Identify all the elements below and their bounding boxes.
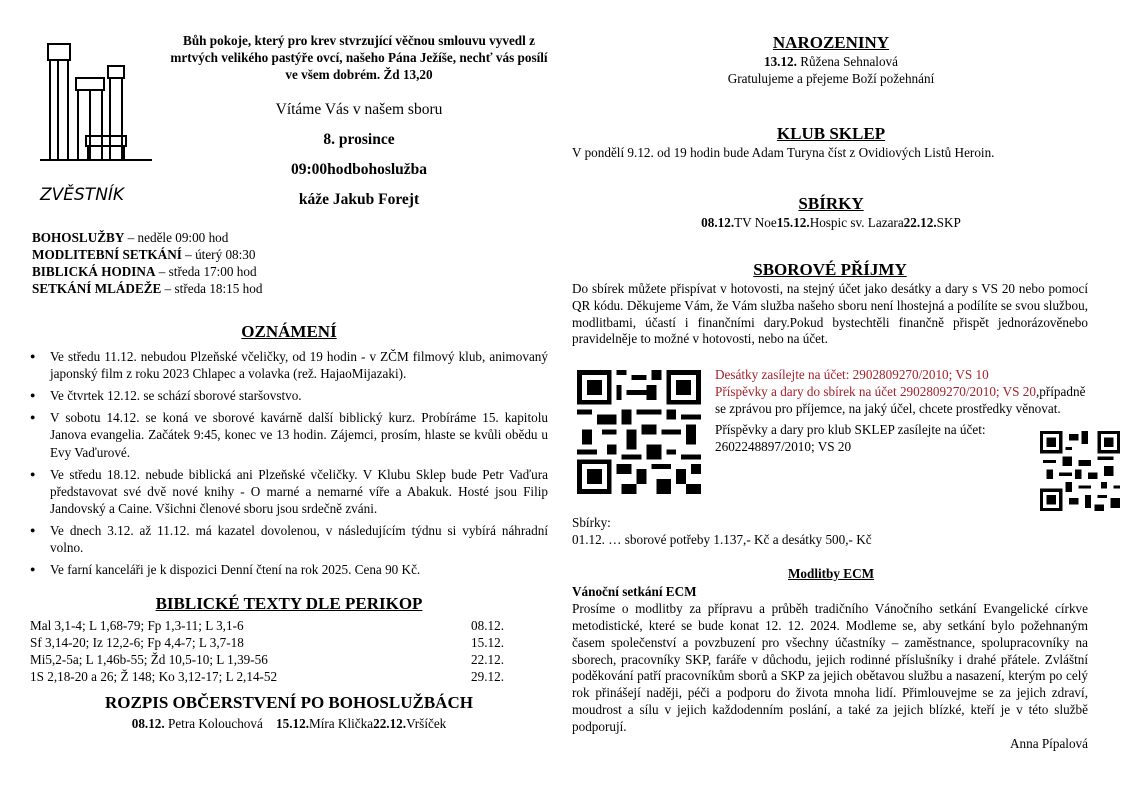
collections-line: 08.12.TV Noe15.12.Hospic sv. Lazara22.12.SKP	[701, 214, 961, 230]
schedule-list	[32, 229, 532, 297]
qr-code-icon	[577, 370, 701, 494]
bank-details	[715, 367, 1087, 455]
refreshment-line: 08.12. Petra Kolouchová 15.12.Míra Klička22.12.Vršíček	[131, 715, 447, 731]
collections-section	[572, 193, 1090, 232]
chimney-logo-icon	[36, 40, 156, 210]
bible-verse: Bůh pokoje, který pro krev stvrzující věčnou smlouvu vyvedl z mrtvých velikého pastýře ovcí, našeho Pána Ježíše, nechť vás posílí ve všem dobrém. Žd 13,20	[170, 33, 548, 83]
prayers-author: Anna Pípalová	[1009, 736, 1088, 752]
schedule-row: MODLITEBNÍ SETKÁNÍ – úterý 08:30	[32, 247, 256, 262]
schedule-row: BIBLICKÁ HODINA – středa 17:00 hod	[32, 264, 257, 279]
service-time: 09:00hodbohoslužba	[290, 161, 428, 178]
announcement-item: ● Ve čtvrtek 12.12. se schází sborové staršovstvo.	[50, 387, 548, 404]
income-section	[572, 259, 1088, 348]
qr-code-icon	[1040, 431, 1120, 511]
welcome-text: Vítáme Vás v našem sboru	[275, 101, 443, 118]
income-title: SBOROVÉ PŘÍJMY	[753, 260, 907, 279]
announcement-item: ● Ve dnech 3.12. až 11.12. má kazatel dovolenou, v následujícím týdnu si vybírá náhradní volno.	[50, 522, 548, 556]
announcement-item: ● Ve středu 11.12. nebudou Plzeňské včeličky, od 19 hodin - v ZČM filmový klub, animovaný japonský film z roku 2023 Chlapec a volavka (rež. HajaoMijazaki).	[50, 348, 548, 382]
income-text: Do sbírek můžete přispívat v hotovosti, na stejný účet jako desátky a dary s VS 20 nebo pomocí QR kódu. Děkujeme Vám, že Vám služba našeho sboru není lhostejná a podílíte se svou službou, modlitbami, účastí i finančními dary.Pokud bystechtěli finančně přispět jednorázověnebo pravidelněje to možné v hotovosti, nebo na účet.	[572, 280, 1088, 347]
klub-title: KLUB SKLEP	[776, 124, 886, 143]
prayers-title: Modlitby ECM	[787, 566, 875, 581]
perikopy-table	[30, 617, 548, 685]
announcement-item: ● V sobotu 14.12. se koná ve sborové kavárně další biblický kurz. Probíráme 15. kapitolu Janova evangelia. Začátek 9:45, konec ve 13 hodin. Zájemci, prosím, hlaste se kvůli obědu u Evy Vaďurové.	[50, 409, 548, 460]
welcome-block	[170, 95, 548, 215]
klub-section	[572, 123, 1090, 162]
collections-summary-label: Sbírky:	[572, 515, 611, 530]
announcement-item: ● Ve farní kanceláři je k dispozici Denní čtení na rok 2025. Cena 90 Kč.	[50, 561, 548, 578]
tithe-account: Desátky zasílejte na účet: 2902809270/2010; VS 10	[715, 367, 989, 382]
birthday-line: 13.12. Růžena Sehnalová	[763, 53, 899, 69]
announcements-title: OZNÁMENÍ	[241, 322, 337, 341]
perikopy-section	[30, 593, 548, 685]
schedule-row: SETKÁNÍ MLÁDEŽE – středa 18:15 hod	[32, 281, 263, 296]
logo-text: ZVĚSTNÍK	[40, 185, 125, 205]
sklep-account: Příspěvky a dary pro klub SKLEP zasílejte na účet: 2602248897/2010; VS 20	[715, 421, 986, 454]
perikopy-title: BIBLICKÉ TEXTY DLE PERIKOP	[155, 594, 423, 613]
prayers-subtitle: Vánoční setkání ECM	[572, 584, 697, 599]
service-date: 8. prosince	[323, 131, 395, 148]
birthday-title: NAROZENINY	[772, 33, 890, 52]
collections-summary-line: 01.12. … sborové potřeby 1.137,- Kč a desátky 500,- Kč	[572, 531, 872, 547]
collections-title: SBÍRKY	[798, 194, 864, 213]
collections-summary	[572, 515, 1088, 549]
table-row: 1S 2,18-20 a 26; Ž 148; Ko 3,12-17; L 2,14-52 29.12.	[30, 668, 504, 684]
preacher: káže Jakub Forejt	[298, 191, 420, 208]
schedule-row: BOHOSLUŽBY – neděle 09:00 hod	[32, 230, 229, 245]
announcement-item: ● Ve středu 18.12. nebude biblická ani Plzeňské včeličky. V Klubu Sklep bude Petr Vaďura představovat své dvě nové knihy - O marné a nemarné víře a Abakuk. Hosté jsou Filip Jandovský a Caine. Všichni členové sboru jsou srdečně zváni.	[50, 466, 548, 517]
prayers-section	[572, 584, 1088, 753]
table-row: Mi5,2-5a; L 1,46b-55; Žd 10,5-10; L 1,39-56 22.12.	[30, 651, 504, 667]
refreshment-title: ROZPIS OBČERSTVENÍ PO BOHOSLUŽBÁCH	[105, 693, 473, 712]
donation-account: Příspěvky a dary do sbírek na účet 2902809270/2010; VS 20,případně se zprávou pro příjemce, na jaký účel, chcete prostředky věnovat.	[715, 383, 1086, 416]
refreshment-section	[30, 692, 548, 733]
prayers-text: Prosíme o modlitby za přípravu a průběh tradičního Vánočního setkání Evangelické církve metodistické, které se bude konat 12. 12. 2024. Modleme se, aby setkání bylo požehnaným časem společenství a povzbuzení pro všechny účastníky – zaměstnance, spolupracovníky na sborech, pracovníky SKP, faráře v důchodu, jejich rodinné příslušníky i drahé přátele. Zvláštní poděkování patří pracovníkům sborů a SKP za jejich obětavou službu a nasazení, kterým po celý rok přinášejí naději, péči a podporu do života mnoha lidí. Přimlouvejme se za jejich zdraví, moudrost a sílu v jejich každodenním poslání, a také za jejich blízké, kteří je v této službě podporují.	[572, 600, 1088, 735]
table-row: Sf 3,14-20; Iz 12,2-6; Fp 4,4-7; L 3,7-18 15.12.	[30, 634, 504, 650]
klub-text: V pondělí 9.12. od 19 hodin bude Adam Turyna číst z Ovidiových Listů Heroin.	[572, 144, 995, 160]
birthday-section	[572, 32, 1090, 88]
announcements-section	[30, 321, 548, 584]
table-row: Mal 3,1-4; L 1,68-79; Fp 1,3-11; L 3,1-6 08.12.	[30, 617, 504, 633]
birthday-wish: Gratulujeme a přejeme Boží požehnání	[727, 70, 935, 86]
